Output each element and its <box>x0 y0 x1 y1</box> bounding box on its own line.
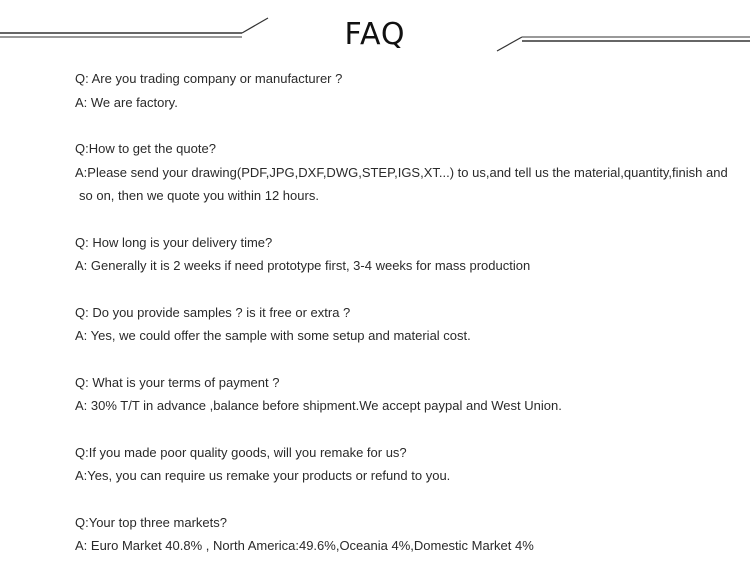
page-title: FAQ <box>344 17 406 52</box>
faq-answer: A:Yes, you can require us remake your products or refund to you. <box>75 468 451 483</box>
faq-header <box>0 0 750 60</box>
faq-answer-line: so on, then we quote you within 12 hours. <box>79 188 319 203</box>
faq-question: Q: What is your terms of payment ? <box>75 374 280 390</box>
faq-answer: A: We are factory. <box>75 94 178 110</box>
faq-question: Q: How long is your delivery time? <box>75 234 273 250</box>
faq-list <box>75 67 728 581</box>
faq-question: Q:How to get the quote? <box>75 141 216 156</box>
faq-item <box>75 441 715 488</box>
faq-item <box>75 231 715 278</box>
faq-item <box>75 301 715 348</box>
faq-question: Q:If you made poor quality goods, will you remake for us? <box>75 444 407 460</box>
faq-answer <box>75 161 728 208</box>
faq-item <box>75 511 715 558</box>
faq-answer: A: Yes, we could offer the sample with some setup and material cost. <box>75 328 471 343</box>
faq-answer: A: Euro Market 40.8% , North America:49.6%,Oceania 4%,Domestic Market 4% <box>75 538 534 553</box>
faq-item <box>75 137 728 208</box>
faq-answer-line: A:Please send your drawing(PDF,JPG,DXF,DWG,STEP,IGS,XT...) to us,and tell us the material,quantity,finish and <box>75 164 728 180</box>
faq-item <box>75 371 715 418</box>
faq-answer: A: 30% T/T in advance ,balance before shipment.We accept paypal and West Union. <box>75 398 562 413</box>
faq-question: Q: Are you trading company or manufacturer ? <box>75 71 343 86</box>
faq-item <box>75 67 715 114</box>
faq-answer: A: Generally it is 2 weeks if need prototype first, 3-4 weeks for mass production <box>75 258 531 273</box>
faq-question: Q: Do you provide samples ? is it free or extra ? <box>75 304 351 320</box>
faq-question: Q:Your top three markets? <box>75 514 227 530</box>
